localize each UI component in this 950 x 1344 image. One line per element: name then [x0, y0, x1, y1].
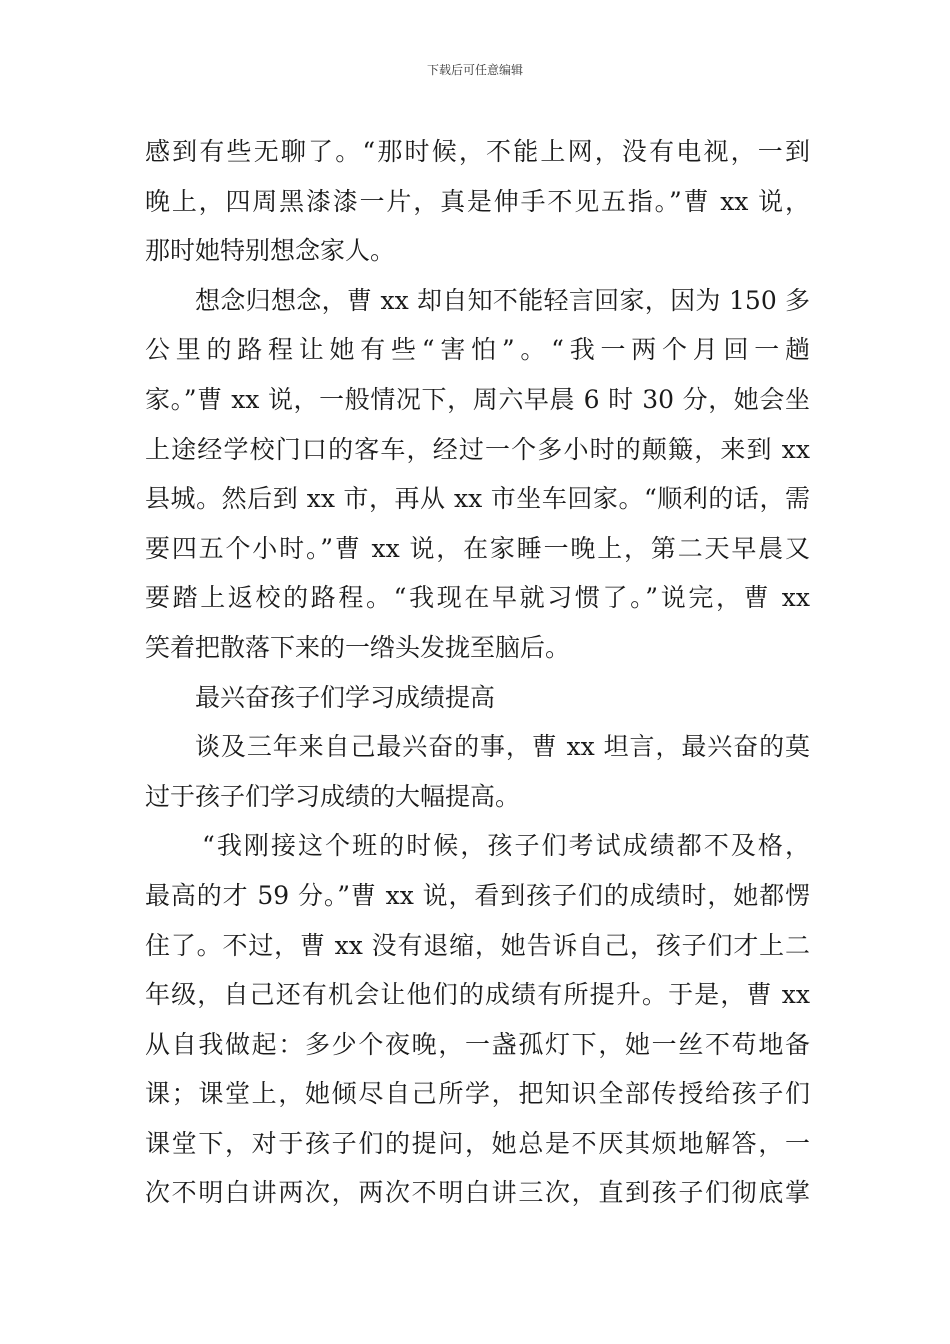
text-line: 那时她特别想念家人。: [145, 236, 396, 266]
document-body: [145, 127, 810, 1218]
text-line: 课堂下，对于孩子们的提问，她总是不厌其烦地解答，一: [145, 1128, 810, 1158]
text-line: 县城。然后到 xx 市，再从 xx 市坐车回家。“顺利的话，需: [145, 484, 810, 514]
paragraph-first-line: 想念归想念，曹 xx 却自知不能轻言回家，因为 150 多: [195, 285, 810, 315]
text-line: 晚上，四周黑漆漆一片，真是伸手不见五指。”曹 xx 说，: [145, 186, 810, 216]
text-line: 次不明白讲两次，两次不明白讲三次，直到孩子们彻底掌: [145, 1178, 810, 1208]
section-heading: 最兴奋孩子们学习成绩提高: [195, 682, 496, 712]
text-line: 公里的路程让她有些“害怕”。“我一两个月回一趟: [145, 335, 810, 365]
text-line: 要四五个小时。”曹 xx 说，在家睡一晚上，第二天早晨又: [145, 533, 810, 563]
text-line: 过于孩子们学习成绩的大幅提高。: [145, 781, 521, 811]
page-header: 下载后可任意编辑: [426, 63, 523, 77]
paragraph-first-line: 谈及三年来自己最兴奋的事，曹 xx 坦言，最兴奋的莫: [195, 732, 810, 762]
text-line: 感到有些无聊了。“那时候，不能上网，没有电视，一到: [145, 137, 810, 166]
text-line: 笑着把散落下来的一绺头发拢至脑后。: [145, 632, 571, 662]
text-line: 年级，自己还有机会让他们的成绩有所提升。于是，曹 xx: [145, 980, 810, 1010]
text-line: 上途经学校门口的客车，经过一个多小时的颠簸，来到 xx: [145, 434, 810, 464]
text-line: 家。”曹 xx 说，一般情况下，周六早晨 6 时 30 分，她会坐: [145, 384, 810, 414]
text-line: 要踏上返校的路程。“我现在早就习惯了。”说完，曹 xx: [145, 583, 810, 613]
text-line: 最高的才 59 分。”曹 xx 说，看到孩子们的成绩时，她都愣: [145, 880, 810, 910]
paragraph-first-line: “我刚接这个班的时候，孩子们考试成绩都不及格，: [202, 831, 810, 861]
text-line: 从自我做起：多少个夜晚，一盏孤灯下，她一丝不苟地备: [145, 1029, 810, 1059]
text-line: 住了。不过，曹 xx 没有退缩，她告诉自己，孩子们才上二: [145, 930, 810, 960]
text-line: 课；课堂上，她倾尽自己所学，把知识全部传授给孩子们: [145, 1079, 810, 1109]
